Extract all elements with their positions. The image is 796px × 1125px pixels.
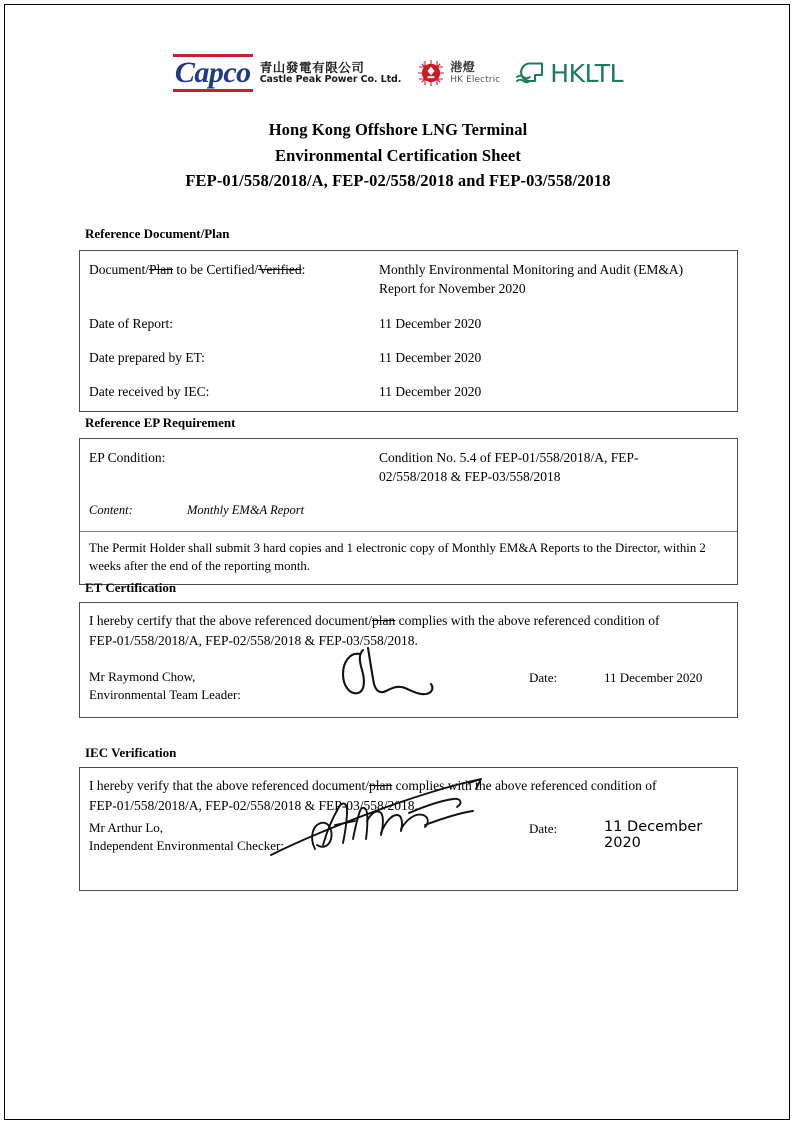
et-signatory-name	[89, 668, 339, 703]
row-label	[89, 260, 379, 298]
et-declaration-part-1: I hereby certify that the above referenced document/	[89, 613, 372, 628]
page-title-line-3: FEP-01/558/2018/A, FEP-02/558/2018 and FEP-03/558/2018	[185, 171, 611, 190]
capco-chinese-name: 青山發電有限公司	[259, 59, 365, 75]
capco-wordmark-text: Capco	[174, 56, 251, 89]
iec-declaration-line-2: FEP-01/558/2018/A, FEP-02/558/2018 & FEP-03/558/2018.	[89, 797, 418, 813]
et-date-label: Date:	[529, 670, 558, 685]
iec-verification-table	[79, 767, 738, 891]
row-value: 11 December 2020	[379, 350, 482, 365]
iec-date-value: 11 December 2020	[604, 819, 703, 851]
capco-name-block	[260, 61, 402, 86]
section-heading-et-certification: ET Certification	[85, 580, 177, 595]
row-value: 11 December 2020	[379, 316, 482, 331]
ep-condition-value-line-2: 02/558/2018 & FEP-03/558/2018	[379, 469, 561, 484]
et-signatory-line-2: Environmental Team Leader:	[89, 686, 241, 702]
logo-bar	[5, 49, 790, 97]
iec-signatory-name	[89, 819, 339, 854]
et-date-value: 11 December 2020	[604, 670, 703, 685]
row-value-line-2: Report for November 2020	[379, 281, 526, 296]
et-signature-block	[89, 668, 728, 717]
et-declaration-struck-plan: plan	[371, 613, 396, 628]
ep-requirement-text: The Permit Holder shall submit 3 hard copies and 1 electronic copy of Monthly EM&A Reports to the Director, within 2 weeks after the end of the reporting month.	[89, 541, 706, 573]
section-heading-iec-verification: IEC Verification	[85, 745, 177, 760]
label-part-2: to be Certified/	[173, 262, 259, 277]
iec-signature-block	[89, 819, 728, 890]
capco-logo	[173, 54, 401, 92]
row-label: Date received by IEC:	[89, 384, 210, 399]
hk-electric-emblem-icon	[417, 59, 445, 87]
table-row	[80, 382, 737, 401]
reference-ep-table	[79, 438, 738, 585]
hk-electric-name-block	[450, 61, 500, 85]
label-part-1: Document/	[89, 262, 149, 277]
hk-electric-chinese-name: 港燈	[450, 60, 476, 75]
row-value	[379, 260, 728, 298]
table-row	[80, 314, 737, 333]
row-value-line-1: Monthly Environmental Monitoring and Audit (EM&A)	[379, 262, 684, 277]
ep-condition-group	[80, 439, 737, 531]
label-struck-plan: Plan	[149, 262, 174, 277]
label-struck-verified: Verified	[258, 262, 302, 277]
capco-wordmark	[173, 54, 253, 92]
row-label: Date prepared by ET:	[89, 350, 205, 365]
iec-date-label: Date:	[529, 821, 558, 836]
iec-declaration-struck-plan: plan	[369, 778, 393, 793]
hkltl-wordmark-text: HKLTL	[550, 58, 624, 88]
section-heading-reference-document: Reference Document/Plan	[85, 226, 230, 241]
et-declaration	[89, 611, 728, 650]
table-row	[80, 260, 737, 298]
hk-electric-english-name: HK Electric	[450, 74, 501, 85]
hk-electric-logo	[417, 59, 500, 87]
ep-content-label: Content:	[89, 503, 133, 517]
page-title-line-1: Hong Kong Offshore LNG Terminal	[268, 120, 528, 139]
reference-document-table	[79, 250, 738, 412]
ep-condition-label: EP Condition:	[89, 450, 166, 465]
iec-signatory-line-2: Independent Environmental Checker:	[89, 837, 284, 853]
et-declaration-line-2: FEP-01/558/2018/A, FEP-02/558/2018 & FEP-03/558/2018.	[89, 632, 418, 648]
label-part-3: :	[301, 262, 306, 277]
ep-condition-value-line-1: Condition No. 5.4 of FEP-01/558/2018/A, FEP-	[379, 450, 639, 465]
section-heading-reference-ep: Reference EP Requirement	[85, 415, 236, 430]
et-signatory-line-1: Mr Raymond Chow,	[89, 669, 196, 684]
iec-signatory-line-1: Mr Arthur Lo,	[89, 820, 164, 835]
et-declaration-part-2: complies with the above referenced condition of	[395, 613, 660, 628]
row-label: Date of Report:	[89, 316, 173, 331]
et-certification-table	[79, 602, 738, 718]
table-row	[80, 348, 737, 367]
ep-condition-value	[379, 448, 728, 486]
table-row	[89, 448, 728, 486]
row-value: 11 December 2020	[379, 384, 482, 399]
hkltl-ship-wave-icon	[516, 60, 546, 86]
table-row	[89, 501, 728, 520]
page-title-line-2: Environmental Certification Sheet	[275, 145, 521, 165]
iec-declaration-part-2: complies with the above referenced condition of	[392, 778, 657, 793]
hkltl-logo	[516, 60, 623, 86]
capco-english-name: Castle Peak Power Co. Ltd.	[259, 73, 402, 85]
iec-declaration-part-1: I hereby verify that the above referenced document/	[89, 778, 369, 793]
document-page	[4, 4, 790, 1120]
page-title	[5, 117, 790, 194]
capco-bottom-rule	[173, 89, 253, 92]
ep-content-value: Monthly EM&A Report	[187, 503, 305, 517]
iec-declaration	[89, 776, 728, 815]
